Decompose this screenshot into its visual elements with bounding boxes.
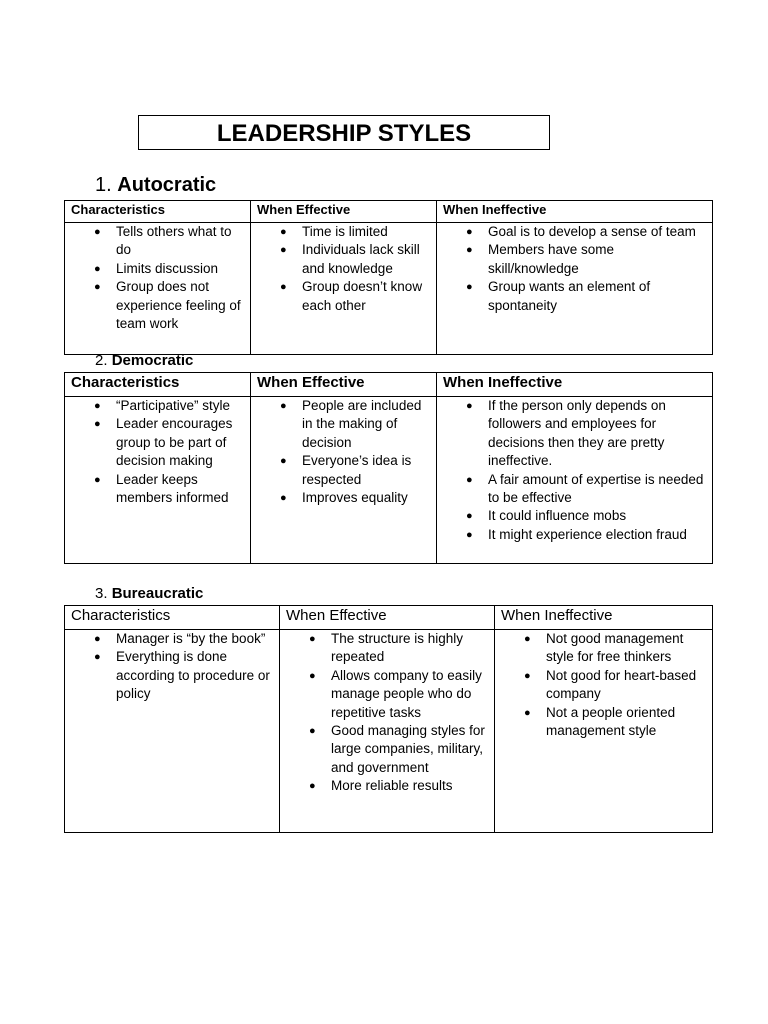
list-item [495,630,712,667]
list-item [65,630,279,648]
list-item [437,278,712,315]
list-item-text: “Participative” style [116,398,231,413]
list-item [251,397,436,452]
list-item-text: It might experience election fraud [488,526,687,542]
table-cell [65,630,280,833]
bullet-list [437,397,712,544]
list-item [65,278,250,333]
list-item-text: People are included in the making of decision [302,398,422,450]
list-item [65,397,250,415]
table-header-row [65,201,713,223]
list-item-text: Not good management style for free thinkers [546,631,684,665]
table-cell [65,397,251,564]
list-item [437,526,712,544]
list-item [437,471,712,508]
list-item [251,241,436,278]
column-header: When Ineffective [437,373,713,397]
list-item-text: Group doesn’t know each other [302,279,423,313]
section-heading-autocratic [95,174,216,197]
table-row [65,397,713,564]
column-header: When Effective [251,373,437,397]
list-item-text: Limits discussion [116,260,219,276]
document-title: LEADERSHIP STYLES [138,115,550,150]
column-header: When Ineffective [495,606,713,630]
column-header: When Effective [280,606,495,630]
list-item [65,223,250,260]
column-header: When Effective [251,201,437,223]
list-item [65,471,250,508]
list-item [65,260,250,278]
table-cell [65,223,251,355]
table-row [65,223,713,355]
list-item-text: Manager is “by the book” [116,631,266,646]
section-heading-democratic [95,352,193,369]
list-item [495,667,712,704]
list-item-text: Tells others what to do [116,224,232,258]
list-item [280,667,494,722]
list-item [280,722,494,777]
bullet-icon: ● [309,633,316,645]
bullet-icon: ● [280,281,287,294]
autocratic-table [64,200,713,355]
bullet-icon: ● [466,226,473,238]
list-item-text: Goal is to develop a sense of team [488,224,696,239]
bullet-icon: ● [280,492,287,505]
bullet-list [65,397,250,507]
bullet-icon: ● [524,706,531,719]
list-item [437,241,712,278]
list-item [280,630,494,667]
list-item [251,223,436,241]
list-item-text: Group does not experience feeling of team work [116,279,241,332]
bullet-list [251,397,436,507]
bullet-list [65,223,250,333]
column-header: Characteristics [65,606,280,630]
section-number: 3. [95,585,108,602]
bullet-icon: ● [466,510,473,523]
list-item-text: Group wants an element of spontaneity [488,279,651,313]
bullet-list [495,630,712,740]
section-name: Bureaucratic [111,585,204,602]
bullet-icon: ● [466,281,473,294]
bullet-icon: ● [280,455,287,468]
bullet-icon: ● [309,669,316,682]
list-item-text: Leader encourages group to be part of decision making [116,416,233,469]
list-item-text: Members have some skill/knowledge [488,242,615,276]
bullet-list [280,630,494,796]
table-cell [437,397,713,564]
democratic-table [64,372,713,564]
list-item [251,452,436,489]
bullet-icon: ● [280,226,287,238]
bullet-icon: ● [524,669,531,682]
section-name: Autocratic [117,174,217,196]
list-item [437,397,712,471]
bullet-list [437,223,712,315]
table-cell [437,223,713,355]
column-header: Characteristics [65,201,251,223]
section-number: 1. [95,174,112,196]
list-item-text: Improves equality [302,490,408,506]
section-name: Democratic [111,352,194,369]
list-item-text: Leader keeps members informed [116,471,229,506]
bullet-icon: ● [309,725,316,738]
list-item-text: Good managing styles for large companies, military, and government [331,723,485,775]
list-item-text: Individuals lack skill and knowledge [302,242,420,276]
list-item-text: Not a people oriented management style [546,704,676,739]
bullet-icon: ● [466,473,473,486]
bullet-icon: ● [466,244,473,257]
bullet-icon: ● [309,780,316,793]
bullet-icon: ● [524,633,531,645]
list-item [65,648,279,703]
bullet-icon: ● [94,651,101,664]
section-number: 2. [95,352,108,369]
section-heading-bureaucratic [95,585,203,602]
bullet-icon: ● [94,418,101,431]
bullet-list [251,223,436,315]
bullet-list [65,630,279,704]
list-item-text: Not good for heart-based company [546,667,697,702]
table-cell [495,630,713,833]
list-item-text: Time is limited [302,224,388,239]
list-item [251,489,436,507]
list-item-text: Allows company to easily manage people who do repetitive tasks [331,667,482,720]
list-item-text: It could influence mobs [488,508,627,524]
list-item [437,507,712,525]
bullet-icon: ● [466,528,473,541]
list-item [65,415,250,470]
list-item-text: The structure is highly repeated [331,631,464,665]
table-header-row [65,373,713,397]
bullet-icon: ● [94,400,101,412]
list-item [280,777,494,795]
bullet-icon: ● [94,473,101,486]
list-item-text: Everyone’s idea is respected [302,453,412,487]
table-cell [251,397,437,564]
bullet-icon: ● [280,244,287,257]
table-cell [251,223,437,355]
table-cell [280,630,495,833]
column-header: When Ineffective [437,201,713,223]
list-item-text: Everything is done according to procedure or policy [116,649,270,702]
bullet-icon: ● [280,400,287,412]
table-header-row [65,606,713,630]
list-item-text: A fair amount of expertise is needed to be effective [488,471,704,506]
bullet-icon: ● [94,262,101,275]
list-item [437,223,712,241]
list-item-text: If the person only depends on followers and employees for decisions then they are pretty ineffective. [488,398,666,469]
bullet-icon: ● [94,281,101,294]
list-item [495,704,712,741]
list-item-text: More reliable results [331,778,453,794]
table-row [65,630,713,833]
bullet-icon: ● [94,226,101,238]
bureaucratic-table [64,605,713,833]
column-header: Characteristics [65,373,251,397]
bullet-icon: ● [94,633,101,645]
list-item [251,278,436,315]
bullet-icon: ● [466,400,473,412]
